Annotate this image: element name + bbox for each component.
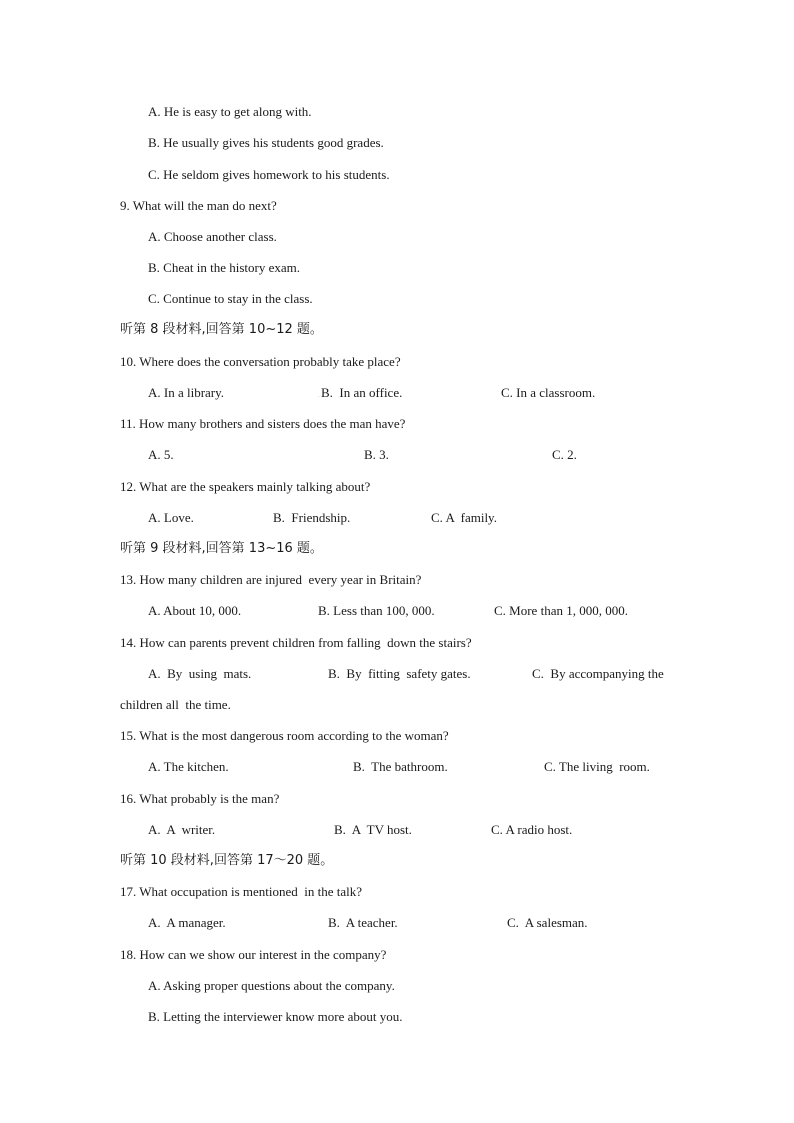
section-9-heading: 听第 9 段材料,回答第 13~16 题。 [120,541,323,556]
section-10-heading: 听第 10 段材料,回答第 17～20 题。 [120,853,334,868]
q13-option-c: C. More than 1, 000, 000. [494,603,628,618]
q15-question: 15. What is the most dangerous room according to the woman? [120,728,449,743]
q16-option-b: B. A TV host. [334,822,412,837]
q11-option-a: A. 5. [148,447,174,462]
q9-option-a: A. Choose another class. [148,229,277,244]
q11-question: 11. How many brothers and sisters does the man have? [120,416,406,431]
q15-option-b: B. The bathroom. [353,759,448,774]
q18-question: 18. How can we show our interest in the company? [120,947,387,962]
q8-option-a: A. He is easy to get along with. [148,104,312,119]
q14-question: 14. How can parents prevent children from falling down the stairs? [120,635,472,650]
q9-question: 9. What will the man do next? [120,198,277,213]
q13-option-a: A. About 10, 000. [148,603,242,618]
q16-option-a: A. A writer. [148,822,216,837]
q10-question: 10. Where does the conversation probably take place? [120,354,401,369]
q10-option-a: A. In a library. [148,385,225,400]
q8-option-b: B. He usually gives his students good grades. [148,135,384,150]
q14-option-a: A. By using mats. [148,666,252,681]
q9-option-b: B. Cheat in the history exam. [148,260,301,275]
q12-question: 12. What are the speakers mainly talking about? [120,479,371,494]
q13-option-b: B. Less than 100, 000. [318,603,435,618]
q10-option-b-text: B. In an office. [321,385,403,400]
q11-option-c: C. 2. [552,447,577,462]
q17-option-a: A. A manager. [148,915,226,930]
q18-option-b: B. Letting the interviewer know more about you. [148,1009,403,1024]
q16-option-c: C. A radio host. [491,822,573,837]
q10-option-b [318,385,402,404]
q16-question: 16. What probably is the man? [120,791,280,806]
q17-option-b: B. A teacher. [328,915,398,930]
q14-option-c-continued: children all the time. [120,697,231,712]
q10-option-b-mark: ← [318,394,321,398]
q12-option-c: C. A family. [431,510,497,525]
q12-option-b: B. Friendship. [273,510,351,525]
q12-option-a: A. Love. [148,510,194,525]
q17-question: 17. What occupation is mentioned in the talk? [120,884,363,899]
q10-option-c: C. In a classroom. [501,385,596,400]
q18-option-a: A. Asking proper questions about the company. [148,978,395,993]
q13-question: 13. How many children are injured every year in Britain? [120,572,422,587]
q15-option-a: A. The kitchen. [148,759,229,774]
q9-option-c: C. Continue to stay in the class. [148,291,313,306]
q11-option-b: B. 3. [364,447,389,462]
q17-option-c: C. A salesman. [507,915,588,930]
q14-option-c: C. By accompanying the [532,666,664,681]
q8-option-c: C. He seldom gives homework to his students. [148,167,390,182]
section-8-heading: 听第 8 段材料,回答第 10~12 题。 [120,322,323,337]
q14-option-b: B. By fitting safety gates. [328,666,471,681]
q15-option-c: C. The living room. [544,759,650,774]
